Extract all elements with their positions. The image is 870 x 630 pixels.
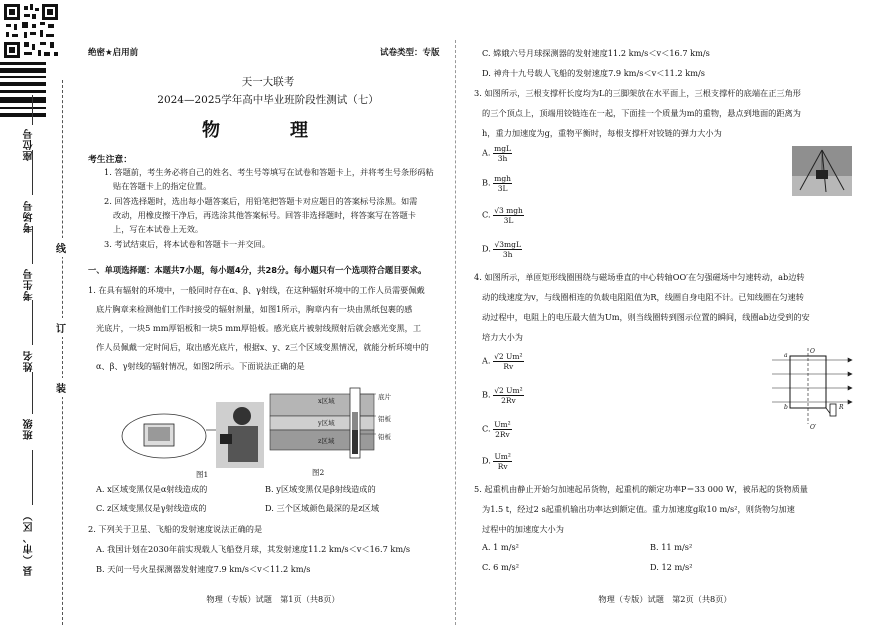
q4-option-d: D. $\frac{\text{Um²}}{Rv}$: [482, 452, 511, 471]
q3-option-a: A. $\frac{\text{mgL}}{3h}$: [482, 144, 512, 163]
binding-sidebar: [0, 0, 74, 630]
q1-option-d: D. 三个区域颜色最深的是z区域: [265, 503, 380, 513]
q4-label-o: O: [810, 348, 815, 355]
county-label: 县（市、区）: [24, 510, 35, 576]
binding-install-label: 装: [56, 378, 66, 397]
q1-option-b: B. y区域变黑仅是β射线造成的: [265, 484, 376, 494]
page-divider: [455, 40, 456, 625]
q3-option-c: C. $\frac{\text{√3 mgh}}{3L}$: [482, 206, 523, 225]
fig2-label-film: 底片: [378, 393, 391, 401]
q5-option-a: A. 1 m/s²: [482, 542, 519, 552]
q4-coil-diagram: [770, 346, 854, 430]
q2-option-c: C. 嫦娥六号月球探测器的发射速度11.2 km/s＜v＜16.7 km/s: [482, 48, 710, 58]
exam-title: 2024—2025学年高中毕业班阶段性测试（七）: [157, 94, 379, 106]
q1-option-a: A. x区域变黑仅是α射线造成的: [96, 484, 208, 494]
notice-line-6: 3. 考试结束后，将本试卷和答题卡一并交回。: [104, 239, 270, 249]
q3-line-3: h，重力加速度为g，重物平衡时，每根支撑杆对铰链的弹力大小为: [482, 128, 722, 138]
figure-2-caption: 图2: [312, 468, 325, 477]
q1-line-1: 1. 在具有辐射的环境中，一般同时存在α、β、γ射线，在这种辐射环境中的工作人员需要佩戴: [88, 285, 425, 295]
notice-heading: 考生注意：: [88, 155, 132, 165]
q5-option-d: D. 12 m/s²: [650, 562, 693, 572]
q5-option-b: B. 11 m/s²: [650, 542, 693, 552]
q3-tripod-photo: [792, 146, 852, 196]
q4-label-b: b: [784, 404, 788, 411]
page-2-footer: 物理（专版）试题 第2页（共8页）: [598, 594, 732, 604]
q2-stem: 2. 下列关于卫星、飞船的发射速度说法正确的是: [88, 524, 263, 534]
binding-dash-line: [62, 80, 63, 625]
qr-code: [2, 2, 60, 60]
q4-option-b: B. $\frac{\text{√2 Um²}}{2Rv}$: [482, 386, 523, 405]
seat-number-label: 座位号: [24, 128, 35, 161]
q4-line-4: 培力大小为: [482, 332, 523, 342]
q5-option-c: C. 6 m/s²: [482, 562, 519, 572]
figure-1-caption: 图1: [196, 470, 209, 479]
binding-order-label: 订: [56, 318, 66, 337]
fig2-label-aluminum: 铝板: [378, 415, 391, 423]
page-1-footer: 物理（专版）试题 第1页（共8页）: [206, 594, 340, 604]
q1-line-5: α、β、γ射线的辐射情况，如图2所示。下面说法正确的是: [96, 361, 305, 371]
fig2-region-y: y区域: [318, 419, 335, 427]
q5-line-1: 5. 起重机由静止开始匀加速起吊货物，起重机的额定功率P＝33 000 W，被吊起的货物质量: [474, 484, 808, 494]
q4-label-r: R: [839, 404, 844, 411]
q4-label-a: a: [784, 352, 788, 359]
q4-line-3: 动过程中，电阻上的电压最大值为Um，则当线圈转到图示位置的瞬间，线圈ab边受到的安: [482, 312, 810, 322]
notice-line-1: 1. 答题前，考生务必将自己的姓名、考生号等填写在试卷和答题卡上，并将考生号条形码粘: [104, 167, 434, 177]
section-1-heading: 一、单项选择题：本题共7小题，每小题4分，共28分。每小题只有一个选项符合题目要求。: [88, 265, 427, 275]
q3-option-d: D. $\frac{\text{√3mgL}}{3h}$: [482, 240, 521, 259]
fig2-label-lead: 铅板: [378, 433, 391, 441]
figure-1-badge-photo: [118, 390, 268, 470]
name-label: 姓名: [24, 350, 35, 372]
examinee-number-label: 考生号: [24, 268, 35, 301]
exam-room-label: 考场号: [24, 200, 35, 233]
q1-option-c: C. z区域变黑仅是γ射线造成的: [96, 503, 207, 513]
class-label: 班级: [24, 418, 35, 440]
q1-line-2: 底片胸章来检测他们工作时接受的辐射剂量，如图1所示，胸章内有一块由黑纸包裹的感: [96, 304, 413, 314]
notice-line-5: 上，写在本试卷上无效。: [113, 224, 204, 234]
q5-line-2: 为1.5 t，经过2 s起重机输出功率达到额定值。重力加速度g取10 m/s²，则货物匀加速: [482, 504, 795, 514]
q3-option-b: B. $\frac{\text{mgh}}{3L}$: [482, 174, 511, 193]
q4-label-o-prime: O′: [810, 424, 817, 431]
fig2-region-z: z区域: [318, 437, 335, 445]
q5-line-3: 过程中的加速度大小为: [482, 524, 564, 534]
q4-line-1: 4. 如图所示，单匝矩形线圈围绕与磁场垂直的中心转轴OO′在匀强磁场中匀速转动，ab边转: [474, 272, 805, 282]
q4-option-a: A. $\frac{\text{√2 Um²}}{Rv}$: [482, 352, 523, 371]
subject-title: 物 理: [202, 120, 334, 141]
notice-line-4: 改动，用橡皮擦干净后，再选涂其他答案标号。回答非选择题时，将答案写在答题卡: [113, 210, 416, 220]
q4-option-c: C. $\frac{\text{Um²}}{2Rv}$: [482, 420, 511, 439]
confidential-mark: 绝密★启用前: [88, 48, 139, 58]
q2-option-b: B. 天问一号火星探测器发射速度7.9 km/s＜v＜11.2 km/s: [96, 564, 311, 574]
q1-line-3: 光底片，一块5 mm厚铝板和一块5 mm厚铅板。感光底片被射线照射后就会感光变黑，工: [96, 323, 422, 333]
q1-line-4: 作人员佩戴一定时间后，取出感光底片，根据x、y、z三个区域变黑情况，就能分析环境中的: [96, 342, 429, 352]
notice-line-2: 贴在答题卡上的指定位置。: [113, 181, 212, 191]
q3-line-2: 的三个顶点上，顶端用铰链连在一起，下面挂一个质量为m的重物，悬点到地面的距离为: [482, 108, 801, 118]
binding-line-label: 线: [56, 238, 66, 257]
fig2-region-x: x区域: [318, 397, 335, 405]
q4-line-2: 动的线速度为v，与线圈相连的负载电阻阻值为R，线圈自身电阻不计。已知线圈在匀速转: [482, 292, 804, 302]
notice-line-3: 2. 回答选择题时，选出每小题答案后，用铅笔把答题卡对应题目的答案标号涂黑。如需: [104, 196, 418, 206]
paper-type: 试卷类型：专版: [380, 48, 440, 58]
q3-line-1: 3. 如图所示，三根支撑杆长度均为L的三脚架放在水平面上，三根支撑杆的底端在正三角形: [474, 88, 801, 98]
exam-organizer: 天一大联考: [241, 76, 295, 88]
q2-option-d: D. 神舟十九号载人飞船的发射速度7.9 km/s＜v＜11.2 km/s: [482, 68, 705, 78]
q2-option-a: A. 我国计划在2030年前实现载人飞船登月球，其发射速度11.2 km/s＜v＜16.7 km/s: [96, 544, 411, 554]
